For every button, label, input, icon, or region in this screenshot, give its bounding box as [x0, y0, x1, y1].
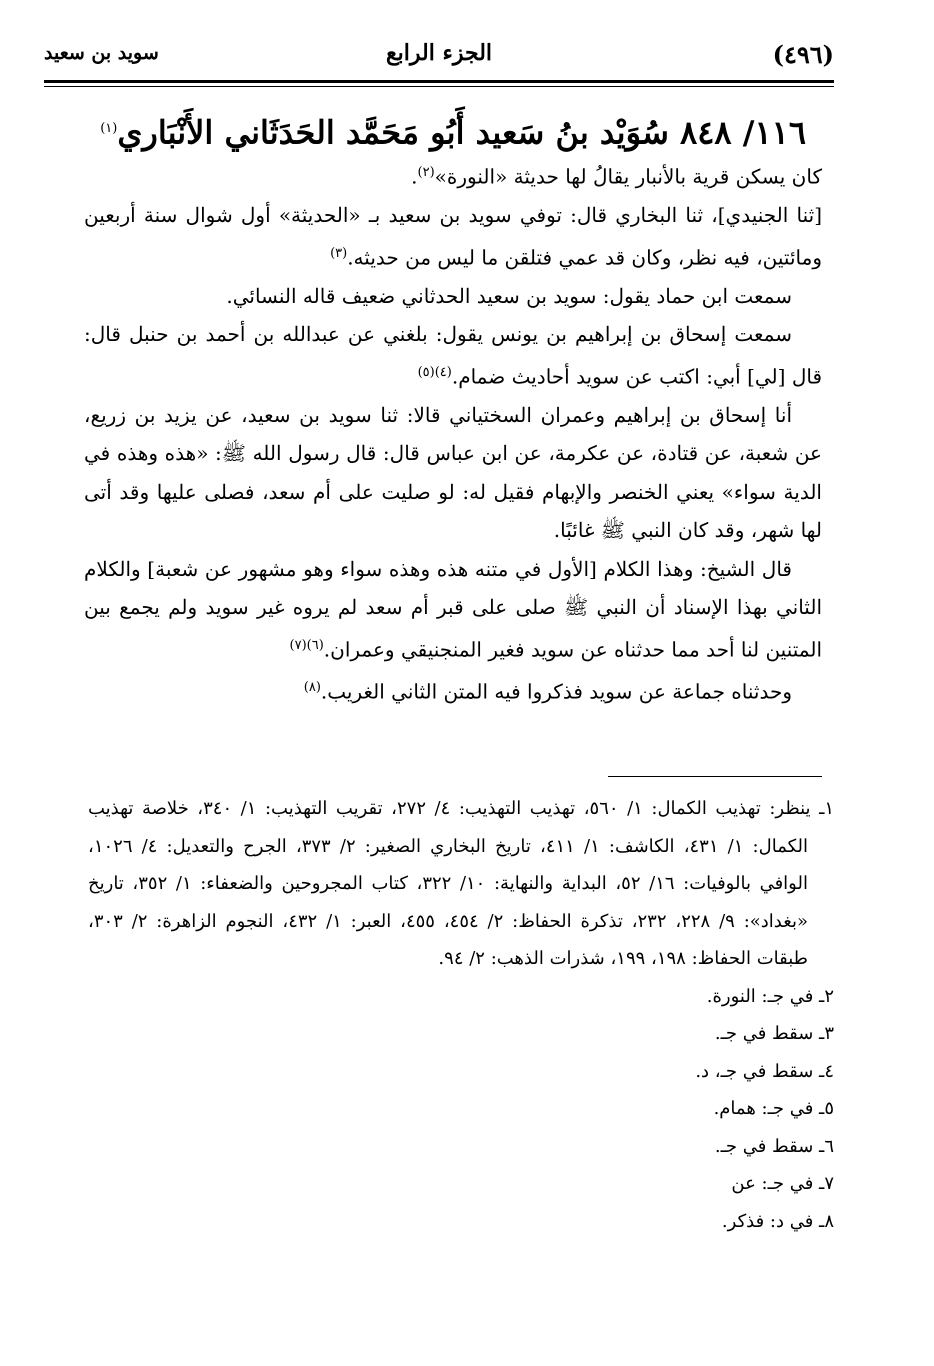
footnote: ١ـ ينظر: تهذيب الكمال: ١/ ٥٦٠، تهذيب التهذيب: ٤/ ٢٧٢، تقريب التهذيب: ١/ ٣٤٠، خلاصة تهذيب الكمال: ١/ ٤٣١، الكاشف: ١/ ٤١١، تاريخ البخاري الصغير: ٢/ ٣٧٣، الجرح والتعديل: ٤/ ١٠٢٦، الوافي بالوفيات: ١٦/ ٥٢، البداية والنهاية: ١٠/ ٣٢٢، كتاب المجروحين والضعفاء: ١/ ٣٥٢، تاريخ «بغداد»: ٩/ ٢٢٨، ٢٣٢، تذكرة الحفاظ: ٢/ ٤٥٤، ٤٥٥، العبر: ١/ ٤٣٢، النجوم الزاهرة: ٢/ ٣٠٣، طبقات الحفاظ: ١٩٨، ١٩٩، شذرات الذهب: ٢/ ٩٤.	[88, 798, 835, 969]
paragraph-text: [ثنا الجنيدي]، ثنا البخاري قال: توفي سويد بن سعيد بـ «الحديثة» أول شوال سنة أربعين ومائتين، فيه نظر، وكان قد عمي فتلقن ما ليس من حديثه.	[84, 203, 822, 270]
footnote: ٤ـ سقط في جـ، د.	[695, 1060, 834, 1082]
paragraph	[84, 196, 822, 277]
footnote: ٣ـ سقط في جـ.	[714, 1023, 834, 1044]
paragraph	[84, 396, 822, 550]
footnote: ٢ـ في جـ: النورة.	[706, 985, 834, 1007]
paragraph-text: أنا إسحاق بن إبراهيم وعمران السختياني قالا: ثنا سويد بن سعيد، عن يزيد بن زريع، عن شعبة، عن قتادة، عن عكرمة، عن ابن عباس قال: قال رسول الله ﷺ: «هذه وهذه في الدية سواء» يعني الخنصر والإبهام فقيل له: لو صليت على أم سعد، فصلى عليها وقد أتى لها شهر، وقد كان النبي ﷺ غائبًا.	[84, 402, 822, 543]
footnote-ref: (٣)	[330, 245, 348, 261]
paragraph-text: كان يسكن قرية بالأنبار يقالُ لها حديثة «النورة»	[434, 164, 822, 189]
paragraph-text: قال الشيخ: وهذا الكلام [الأول في متنه هذه وهذه سواء وهو مشهور عن شعبة] والكلام الثاني بهذا الإسناد أن النبي ﷺ صلى على قبر أم سعد لم يروه غير سويد ولم يجمع بين المتنين لنا أحد مما حدثناه عن سويد فغير المنجنيقي وعمران.	[84, 556, 822, 662]
footnote-ref: (٨)	[303, 680, 321, 696]
footnote: ٦ـ سقط في جـ.	[714, 1135, 834, 1157]
footnote-ref: (٤)(٥)	[417, 364, 452, 380]
paragraph	[84, 277, 822, 316]
paragraph-text: وحدثناه جماعة عن سويد فذكروا فيه المتن الثاني الغريب.	[320, 679, 792, 704]
header-rule-thin	[44, 86, 834, 87]
paragraph-text: سمعت إسحاق بن إبراهيم بن يونس يقول: بلغني عن عبدالله بن أحمد بن حنبل قال: قال [لي] أبي: اكتب عن سويد أحاديث ضمام.	[84, 322, 822, 389]
volume-title: الجزء الرابع	[385, 40, 493, 66]
running-header	[44, 28, 834, 88]
paragraph-text: سمعت ابن حماد يقول: سويد بن سعيد الحدثاني ضعيف قاله النسائي.	[226, 283, 792, 308]
paragraph	[84, 669, 822, 711]
footnote-ref: (٢)	[417, 165, 435, 180]
footnote: ٨ـ في د: فذكر.	[721, 1210, 834, 1232]
footnote: ٥ـ في جـ: همام.	[713, 1098, 834, 1119]
footnote-separator	[608, 776, 822, 777]
main-text	[84, 154, 822, 711]
paragraph: كان يسكن قرية بالأنبار يقالُ لها حديثة «النورة»$^{(٢)}$.	[411, 164, 822, 189]
footnote-ref: (٦)(٧)	[289, 637, 324, 653]
header-rule	[44, 80, 834, 83]
entry-title	[100, 108, 806, 154]
entry-title-text: ١١٦/ ٨٤٨ سُوَيْد بنُ سَعيد أَبُو مَحَمَّد الحَدَثَاني الأَنْبَاري	[117, 113, 806, 152]
footnote: ٧ـ في جـ: عن	[731, 1173, 834, 1194]
footnotes	[88, 790, 834, 1240]
paragraph	[84, 550, 822, 669]
page-number: (٤٩٦)	[772, 40, 834, 69]
paragraph	[84, 315, 822, 396]
running-name: سويد بن سعيد	[44, 42, 159, 64]
footnote-ref: (١)	[100, 121, 118, 136]
